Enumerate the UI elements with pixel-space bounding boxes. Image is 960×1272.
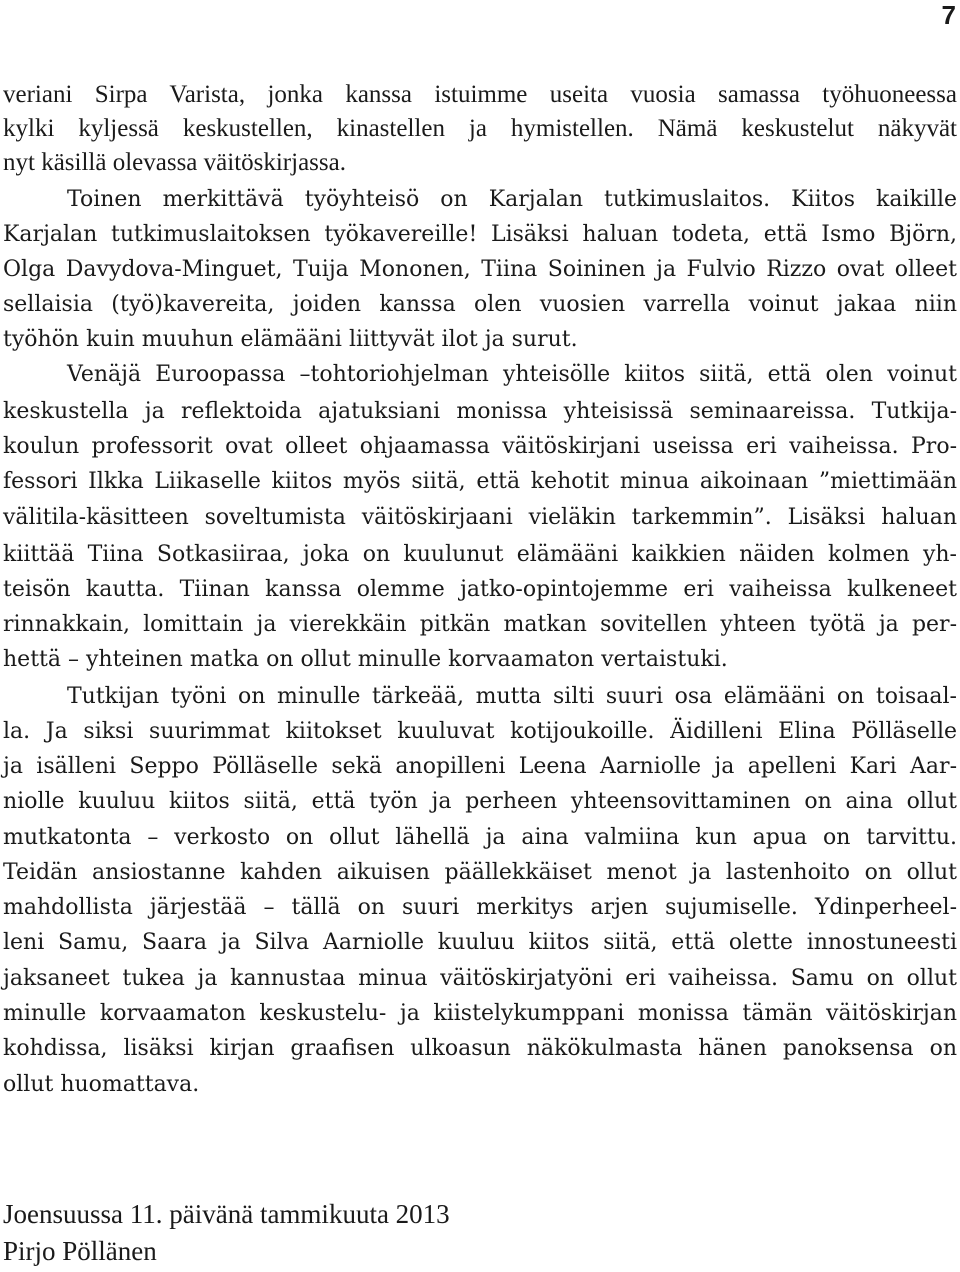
text-line: keskustella ja reflektoida ajatuksiani monissa yhteisissä seminaareissa. Tutkija- [3, 399, 957, 424]
text-line: leni Samu, Saara ja Silva Aarniolle kuuluu kiitos siitä, että olette innostuneesti [3, 930, 957, 955]
text-line: Teidän ansiostanne kahden aikuisen päällekkäiset menot ja lastenhoito on ollut [3, 860, 957, 885]
text-line: niolle kuuluu kiitos siitä, että työn ja perheen yhteensovittaminen on aina ollut [3, 789, 957, 814]
text-line: nyt käsillä olevassa väitöskirjassa. [3, 149, 346, 176]
text-line: kohdissa, lisäksi kirjan graafisen ulkoasun näkökulmasta hänen panoksensa on [3, 1036, 957, 1061]
text-line: hettä – yhteinen matka on ollut minulle korvaamaton vertaistuki. [3, 647, 728, 672]
signature-place-date: Joensuussa 11. päivänä tammikuuta 2013 [3, 1199, 450, 1229]
text-line: Toinen merkittävä työyhteisö on Karjalan tutkimuslaitos. Kiitos kaikille [67, 187, 957, 212]
text-line: kiittää Tiina Sotkasiiraa, joka on kuulunut elämääni kaikkien näiden kolmen yh- [3, 542, 957, 567]
text-line: työhön kuin muuhun elämääni liittyvät ilot ja surut. [3, 327, 578, 352]
text-line: välitila-käsitteen soveltumista väitöskirjaani vieläkin tarkemmin”. Lisäksi haluan [3, 505, 957, 530]
signature-name: Pirjo Pöllänen [3, 1236, 157, 1266]
text-line: Olga Davydova-Minguet, Tuija Mononen, Tiina Soininen ja Fulvio Rizzo ovat olleet [3, 257, 957, 282]
text-line: teisön kautta. Tiinan kanssa olemme jatko-opintojemme eri vaiheissa kulkeneet [3, 577, 957, 602]
text-line: Karjalan tutkimuslaitoksen työkavereille! Lisäksi haluan todeta, että Ismo Björn, [3, 222, 957, 247]
text-line: sellaisia (työ)kavereita, joiden kanssa olen vuosien varrella voinut jakaa niin [3, 292, 957, 317]
text-line: jaksaneet tukea ja kannustaa minua väitöskirjatyöni eri vaiheissa. Samu on ollut [3, 966, 957, 991]
text-line: veriani Sirpa Varista, jonka kanssa istuimme useita vuosia samassa työhuoneessa [3, 81, 957, 108]
page-number: 7 [941, 0, 956, 30]
text-line: mahdollista järjestää – tällä on suuri merkitys arjen sujumiselle. Ydinperheel- [3, 895, 957, 920]
text-line: minulle korvaamaton keskustelu- ja kiistelykumppani monissa tämän väitöskirjan [3, 1001, 957, 1026]
text-line: koulun professorit ovat olleet ohjaamassa väitöskirjani useissa eri vaiheissa. Pro- [3, 434, 957, 459]
text-line: rinnakkain, lomittain ja vierekkäin pitkän matkan sovitellen yhteen työtä ja per- [3, 612, 957, 637]
text-line: kylki kyljessä keskustellen, kinastellen ja hymistellen. Nämä keskustelut näkyvät [3, 115, 957, 142]
text-line: ja isälleni Seppo Pölläselle sekä anopilleni Leena Aarniolle ja apelleni Kari Aar- [3, 754, 957, 779]
text-line: Venäjä Euroopassa –tohtoriohjelman yhteisölle kiitos siitä, että olen voinut [67, 362, 957, 387]
text-line: ollut huomattava. [3, 1072, 200, 1097]
text-line: Tutkijan työni on minulle tärkeää, mutta silti suuri osa elämääni on toisaal- [67, 684, 957, 709]
text-line: fessori Ilkka Liikaselle kiitos myös siitä, että kehotit minua aikoinaan ”miettimään [3, 469, 957, 494]
text-line: la. Ja siksi suurimmat kiitokset kuuluvat kotijoukoille. Äidilleni Elina Pölläselle [3, 719, 957, 744]
text-line: mutkatonta – verkosto on ollut lähellä ja aina valmiina kun apua on tarvittu. [3, 825, 957, 850]
